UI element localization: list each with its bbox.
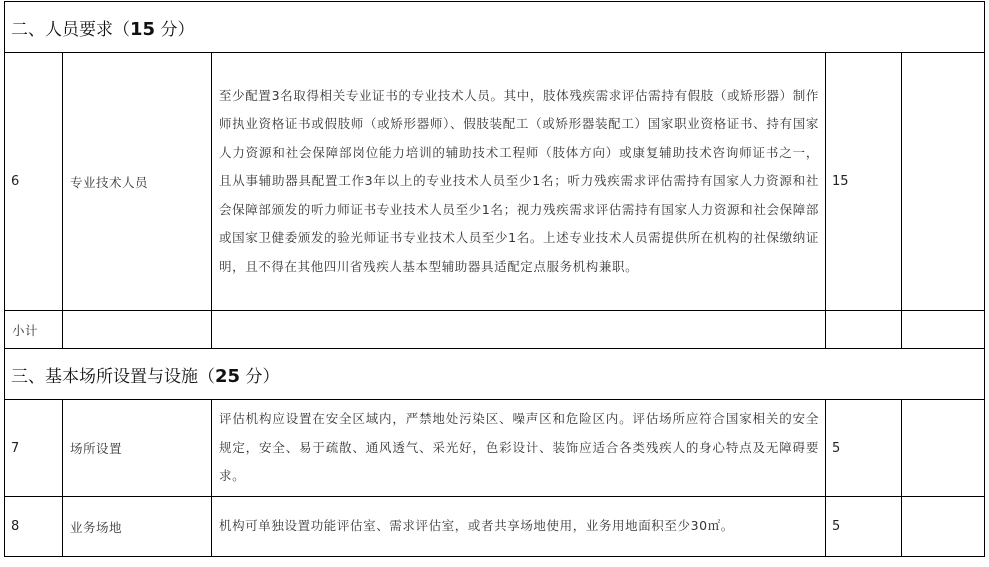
section-title: 二、人员要求（15 分） [5,2,985,53]
row-remark [902,497,985,557]
row-number: 8 [5,497,63,557]
section-title: 三、基本场所设置与设施（25 分） [5,349,985,400]
section-score: 15 [130,18,156,40]
row-score: 5 [826,497,902,557]
subtotal-label: 小计 [5,311,63,349]
section-score: 25 [215,365,241,387]
row-score: 15 [826,53,902,311]
row-content: 至少配置3名取得相关专业证书的专业技术人员。其中，肢体残疾需求评估需持有假肢（或矫形器）制作师执业资格证书或假肢师（或矫形器师）、假肢装配工（或矫形器装配工）国家职业资格证书、持有国家人力资源和社会保障部岗位能力培训的辅助技术工程师（肢体方向）或康复辅助技术咨询师证书之一，且从事辅助器具配置工作3年以上的专业技术人员至少1名；听力残疾需求评估需持有国家人力资源和社会保障部颁发的听力师证书专业技术人员至少1名；视力残疾需求评估需持有国家人力资源和社会保障部或国家卫健委颁发的验光师证书专业技术人员至少1名。上述专业技术人员需提供所在机构的社保缴纳证明，且不得在其他四川省残疾人基本型辅助器具适配定点服务机构兼职。 [212,53,826,311]
row-remark [902,53,985,311]
subtotal-row [5,311,985,349]
scoring-table [4,1,985,557]
row-score: 5 [826,400,902,497]
table-row [5,400,985,497]
subtotal-item [63,311,212,349]
table-row [5,53,985,311]
subtotal-score [826,311,902,349]
subtotal-remark [902,311,985,349]
row-item: 业务场地 [63,497,212,557]
row-item: 场所设置 [63,400,212,497]
section-header-personnel [5,2,985,53]
row-number: 6 [5,53,63,311]
row-number: 7 [5,400,63,497]
row-item: 专业技术人员 [63,53,212,311]
subtotal-content [212,311,826,349]
table-row [5,497,985,557]
row-content: 机构可单独设置功能评估室、需求评估室，或者共享场地使用，业务用地面积至少30㎡。 [212,497,826,557]
row-remark [902,400,985,497]
row-content: 评估机构应设置在安全区域内，严禁地处污染区、噪声区和危险区内。评估场所应符合国家相关的安全规定，安全、易于疏散、通风透气、采光好，色彩设计、装饰应适合各类残疾人的身心特点及无障碍要求。 [212,400,826,497]
section-header-facilities [5,349,985,400]
